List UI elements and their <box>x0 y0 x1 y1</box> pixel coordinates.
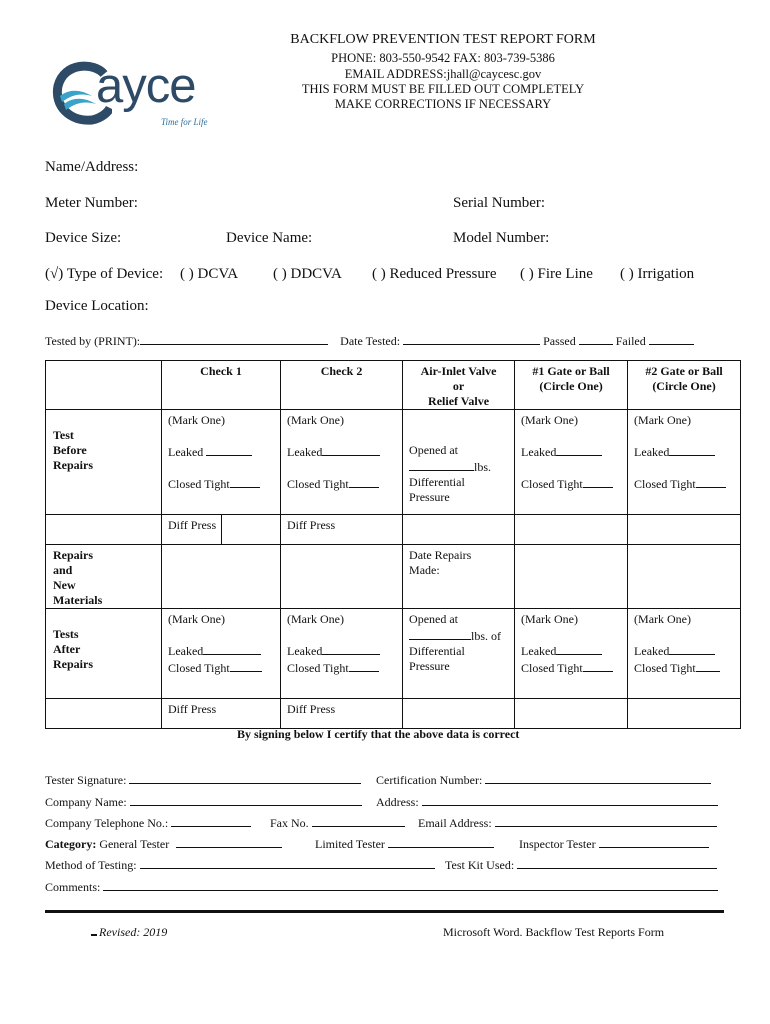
passed-field[interactable] <box>579 332 613 345</box>
test-kit-field[interactable] <box>517 856 717 869</box>
passed-label: Passed <box>543 334 576 348</box>
method-field[interactable] <box>140 856 435 869</box>
revised-note: Revised: 2019 <box>91 925 167 940</box>
company-telephone-field[interactable] <box>171 814 251 827</box>
after-diff-press-2[interactable]: Diff Press <box>281 699 403 729</box>
before-gate-2[interactable]: (Mark One) Leaked Closed Tight <box>628 410 741 515</box>
comments-row: Comments: <box>45 878 718 895</box>
header-check-2: Check 2 <box>281 361 403 410</box>
failed-label: Failed <box>615 334 646 348</box>
meter-number-label: Meter Number: <box>45 195 138 211</box>
tested-by-row <box>45 332 694 349</box>
device-location-label: Device Location: <box>45 298 149 314</box>
fax-field[interactable] <box>312 814 405 827</box>
certification-number-field[interactable] <box>485 771 711 784</box>
after-diff-label-empty <box>46 699 162 729</box>
method-row: Method of Testing: <box>45 856 435 873</box>
certify-statement: By signing below I certify that the above data is correct <box>237 727 520 741</box>
repairs-gate-1[interactable] <box>515 545 628 609</box>
before-diff-label-empty <box>46 515 162 545</box>
name-address-label: Name/Address: <box>45 159 139 175</box>
test-results-table <box>45 360 741 729</box>
row-label-tests-after: Tests After Repairs <box>46 609 162 699</box>
footer-divider <box>45 910 724 913</box>
company-telephone-row: Company Telephone No.: <box>45 814 251 831</box>
header-gate-2: #2 Gate or Ball (Circle One) <box>628 361 741 410</box>
repairs-check-2[interactable] <box>281 545 403 609</box>
before-diff-press-1-value[interactable] <box>222 515 281 545</box>
tester-signature-row: Tester Signature: <box>45 771 361 788</box>
cayce-logo: ayce Time for Life <box>52 58 227 133</box>
inspector-tester-field[interactable] <box>599 835 709 848</box>
address-row: Address: <box>376 793 718 810</box>
test-kit-row: Test Kit Used: <box>445 856 717 873</box>
type-of-device-label: (√) Type of Device: <box>45 266 164 282</box>
after-diff-press-1[interactable]: Diff Press <box>162 699 281 729</box>
repairs-date[interactable]: Date Repairs Made: <box>403 545 515 609</box>
email-address-row: Email Address: <box>418 814 717 831</box>
after-diff-gate-2 <box>628 699 741 729</box>
failed-field[interactable] <box>649 332 694 345</box>
model-number-label: Model Number: <box>453 230 550 246</box>
address-field[interactable] <box>422 793 718 806</box>
general-tester-field[interactable] <box>176 835 282 848</box>
phone-fax: PHONE: 803-550-9542 FAX: 803-739-5386 <box>331 51 555 65</box>
tested-by-label: Tested by (PRINT): <box>45 334 141 348</box>
row-label-test-before: Test Before Repairs <box>46 410 162 515</box>
email-address-field[interactable] <box>495 814 717 827</box>
company-name-field[interactable] <box>130 793 362 806</box>
before-gate-1[interactable]: (Mark One) Leaked Closed Tight <box>515 410 628 515</box>
company-name-row: Company Name: <box>45 793 362 810</box>
before-air-inlet[interactable]: Opened at lbs. Differential Pressure <box>403 410 515 515</box>
repairs-gate-2[interactable] <box>628 545 741 609</box>
before-diff-air <box>403 515 515 545</box>
row-label-repairs: Repairs and New Materials <box>46 545 162 609</box>
serial-number-label: Serial Number: <box>453 195 546 211</box>
header-gate-1: #1 Gate or Ball (Circle One) <box>515 361 628 410</box>
after-diff-gate-1 <box>515 699 628 729</box>
source-note: Microsoft Word. Backflow Test Reports Form <box>443 925 665 939</box>
general-tester-label: General Tester <box>99 837 170 851</box>
header-air-inlet: Air-Inlet Valve or Relief Valve <box>403 361 515 410</box>
after-air-inlet[interactable]: Opened at lbs. of Differential Pressure <box>403 609 515 699</box>
header-empty-cell <box>46 361 162 410</box>
tester-signature-field[interactable] <box>129 771 361 784</box>
notice-line-1: THIS FORM MUST BE FILLED OUT COMPLETELY <box>301 82 585 96</box>
type-reduced-pressure-checkbox[interactable]: ( ) Reduced Pressure <box>372 266 497 282</box>
device-name-label: Device Name: <box>226 230 313 246</box>
type-dcva-checkbox[interactable]: ( ) DCVA <box>180 266 239 282</box>
notice-line-2: MAKE CORRECTIONS IF NECESSARY <box>334 97 552 111</box>
limited-tester-field[interactable] <box>388 835 494 848</box>
logo-tagline: Time for Life <box>161 117 208 127</box>
category-label: Category: <box>45 837 97 851</box>
comments-field[interactable] <box>103 878 718 891</box>
before-check-1[interactable]: (Mark One) Leaked Closed Tight <box>162 410 281 515</box>
fax-row: Fax No. <box>270 814 405 831</box>
email-line: EMAIL ADDRESS:jhall@caycesc.gov <box>344 67 542 81</box>
date-tested-label: Date Tested: <box>340 334 401 348</box>
tested-by-field[interactable] <box>140 332 328 345</box>
repairs-check-1[interactable] <box>162 545 281 609</box>
certification-number-row: Certification Number: <box>376 771 711 788</box>
type-ddcva-checkbox[interactable]: ( ) DDCVA <box>273 266 342 282</box>
header-check-1: Check 1 <box>162 361 281 410</box>
after-diff-air <box>403 699 515 729</box>
category-row <box>45 835 282 852</box>
after-check-1[interactable]: (Mark One) Leaked Closed Tight <box>162 609 281 699</box>
device-size-label: Device Size: <box>45 230 122 246</box>
after-gate-2[interactable]: (Mark One) Leaked Closed Tight <box>628 609 741 699</box>
date-tested-field[interactable] <box>403 332 540 345</box>
type-irrigation-checkbox[interactable]: ( ) Irrigation <box>620 266 695 282</box>
before-check-2[interactable]: (Mark One) Leaked Closed Tight <box>281 410 403 515</box>
before-diff-gate-1 <box>515 515 628 545</box>
after-check-2[interactable]: (Mark One) Leaked Closed Tight <box>281 609 403 699</box>
inspector-tester-row: Inspector Tester <box>519 835 709 852</box>
form-title: BACKFLOW PREVENTION TEST REPORT FORM <box>290 32 596 47</box>
before-diff-press-2[interactable]: Diff Press <box>281 515 403 545</box>
before-diff-press-1[interactable]: Diff Press <box>162 515 222 545</box>
after-gate-1[interactable]: (Mark One) Leaked Closed Tight <box>515 609 628 699</box>
before-diff-gate-2 <box>628 515 741 545</box>
limited-tester-row: Limited Tester <box>315 835 494 852</box>
type-fire-line-checkbox[interactable]: ( ) Fire Line <box>520 266 593 282</box>
